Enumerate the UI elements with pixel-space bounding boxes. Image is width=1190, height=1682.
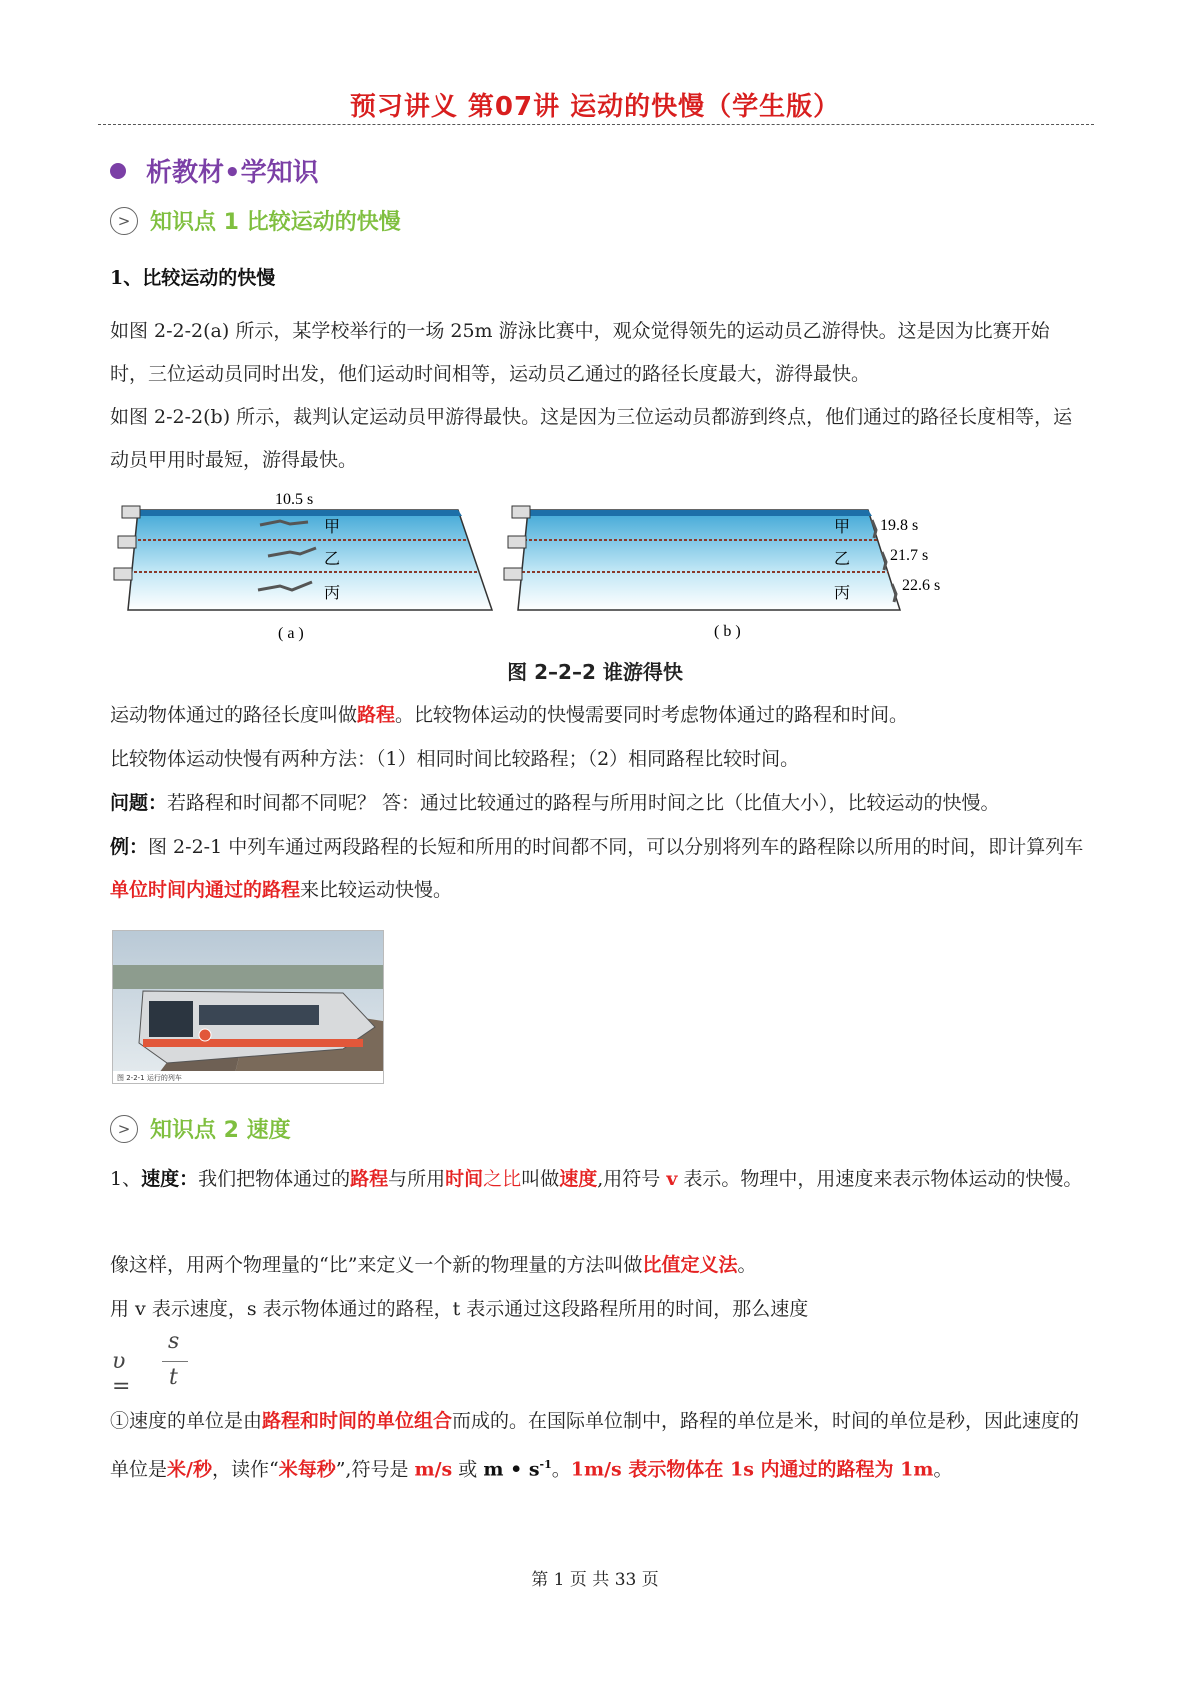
time-label-b-1: 19.8 s	[880, 517, 919, 534]
paragraph-distance-definition: 运动物体通过的路径长度叫做路程。比较物体运动的快慢需要同时考虑物体通过的路程和时间。	[110, 704, 909, 726]
lane-label-b-2: 乙	[834, 549, 851, 568]
section-heading	[110, 152, 319, 189]
knowledge-point-2-title: 知识点 2 速度	[150, 1118, 291, 1143]
page-title: 预习讲义 第07讲 运动的快慢（学生版）	[349, 92, 841, 122]
bullet-icon	[110, 163, 126, 179]
train-photo-caption: 图 2-2-1 运行的列车	[117, 1074, 182, 1082]
time-label-a: 10.5 s	[275, 491, 314, 508]
train-photo	[112, 930, 384, 1084]
paragraph-speed-unit: ①速度的单位是由路程和时间的单位组合而成的。在国际单位制中，路程的单位是米，时间的单位是秒，因此速度的单位是米/秒，读作“米每秒”,符号是 m/s 或 m • $s^{-1}$。1m/s 表示物体在 1s 内通过的路程为 1m。	[110, 1410, 1080, 1481]
arrow-circle-icon: >	[110, 207, 138, 235]
lane-label-b-3: 丙	[834, 583, 851, 602]
figure-caption: 图 2–2–2 谁游得快	[507, 660, 683, 684]
paragraph-fig-a: 如图 2-2-2(a) 所示，某学校举行的一场 25m 游泳比赛中，观众觉得领先的运动员乙游得快。这是因为比赛开始时，三位运动员同时出发，他们运动时间相等，运动员乙通过的路径长度最大，游得最快。	[110, 320, 1050, 385]
paragraph-speed-definition: 1、速度：我们把物体通过的路程与所用时间之比叫做速度,用符号 v 表示。物理中，用速度来表示物体运动的快慢。	[110, 1168, 1083, 1190]
knowledge-point-2-heading	[110, 1113, 291, 1144]
time-label-b-3: 22.6 s	[902, 577, 941, 594]
paragraph-fig-b: 如图 2-2-2(b) 所示，裁判认定运动员甲游得最快。这是因为三位运动员都游到终点，他们通过的路径长度相等，运动员甲用时最短，游得最快。	[110, 406, 1073, 471]
subheading-compare-speed: 1、比较运动的快慢	[110, 267, 276, 289]
lane-label-b-1: 甲	[834, 517, 851, 536]
time-label-b-2: 21.7 s	[890, 547, 929, 564]
paragraph-example: 例：图 2-2-1 中列车通过两段路程的长短和所用的时间都不同，可以分别将列车的路程除以所用的时间，即计算列车单位时间内通过的路程来比较运动快慢。	[110, 836, 1084, 901]
knowledge-point-1-heading	[110, 205, 401, 236]
page-footer: 第 1 页 共 33 页	[531, 1570, 659, 1590]
paragraph-two-methods: 比较物体运动快慢有两种方法：（1）相同时间比较路程；（2）相同路程比较时间。	[110, 748, 800, 770]
arrow-circle-icon: >	[110, 1115, 138, 1143]
lane-label-a-2: 乙	[324, 549, 341, 568]
paragraph-question: 问题：若路程和时间都不同呢？ 答：通过比较通过的路程与所用时间之比（比值大小），比较运动的快慢。	[110, 792, 1000, 814]
pool-a	[114, 506, 492, 610]
paragraph-variables: 用 v 表示速度，s 表示物体通过的路程，t 表示通过这段路程所用的时间，那么速度	[110, 1298, 809, 1320]
lane-label-a-3: 丙	[324, 583, 341, 602]
figure-label-b: ( b )	[714, 623, 741, 640]
paragraph-ratio-method: 像这样，用两个物理量的“比”来定义一个新的物理量的方法叫做比值定义法。	[110, 1254, 757, 1276]
section-title: 析教材•学知识	[146, 158, 319, 188]
swimming-race-figure	[110, 490, 970, 650]
knowledge-point-1-title: 知识点 1 比较运动的快慢	[150, 210, 401, 235]
figure-label-a: ( a )	[278, 625, 304, 642]
lane-label-a-1: 甲	[324, 517, 341, 536]
title-divider	[98, 124, 1094, 125]
